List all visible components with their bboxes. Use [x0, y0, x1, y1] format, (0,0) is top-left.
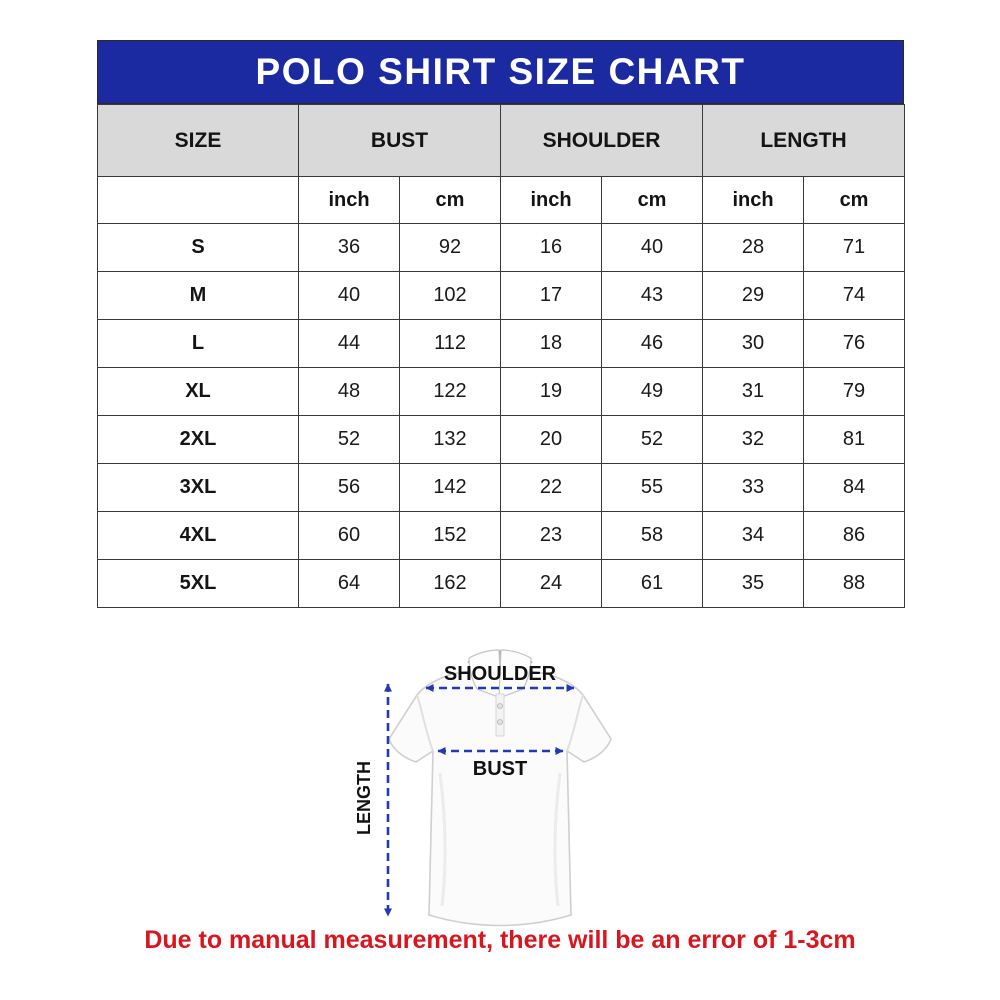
measurement-value: 71: [804, 224, 905, 272]
measurement-value: 22: [501, 464, 602, 512]
measurement-value: 152: [400, 512, 501, 560]
measurement-value: 86: [804, 512, 905, 560]
measurement-value: 132: [400, 416, 501, 464]
measurement-value: 55: [602, 464, 703, 512]
measurement-value: 36: [299, 224, 400, 272]
measurement-value: 79: [804, 368, 905, 416]
column-header-length: LENGTH: [703, 105, 905, 177]
measurement-value: 17: [501, 272, 602, 320]
table-group-header-row: [98, 105, 905, 177]
measurement-value: 56: [299, 464, 400, 512]
table-row: [98, 272, 905, 320]
polo-shirt-illustration: [389, 650, 611, 926]
table-row: [98, 416, 905, 464]
shoulder-label: SHOULDER: [443, 663, 557, 685]
column-header-size: SIZE: [98, 105, 299, 177]
size-table: [97, 104, 905, 608]
size-chart: [97, 40, 904, 608]
measurement-value: 61: [602, 560, 703, 608]
size-value: 3XL: [98, 464, 299, 512]
button-placket: [496, 694, 504, 736]
measurement-value: 46: [602, 320, 703, 368]
measurement-value: 28: [703, 224, 804, 272]
size-table-body: [98, 224, 905, 608]
measurement-value: 102: [400, 272, 501, 320]
measurement-value: 31: [703, 368, 804, 416]
measurement-value: 40: [299, 272, 400, 320]
measurement-value: 18: [501, 320, 602, 368]
length-label: LENGTH: [354, 761, 374, 835]
size-value: XL: [98, 368, 299, 416]
measurement-value: 20: [501, 416, 602, 464]
unit-header: cm: [400, 177, 501, 224]
page-title: [97, 40, 904, 104]
unit-header: inch: [703, 177, 804, 224]
measurement-value: 60: [299, 512, 400, 560]
measurement-value: 24: [501, 560, 602, 608]
measurement-value: 16: [501, 224, 602, 272]
size-value: M: [98, 272, 299, 320]
measurement-value: 34: [703, 512, 804, 560]
measurement-value: 112: [400, 320, 501, 368]
measurement-value: 76: [804, 320, 905, 368]
measurement-value: 162: [400, 560, 501, 608]
measurement-value: 52: [602, 416, 703, 464]
table-row: [98, 464, 905, 512]
measurement-value: 30: [703, 320, 804, 368]
polo-shirt-diagram: [330, 638, 670, 938]
measurement-value: 40: [602, 224, 703, 272]
measurement-value: 74: [804, 272, 905, 320]
table-row: [98, 224, 905, 272]
measurement-value: 88: [804, 560, 905, 608]
measurement-value: 35: [703, 560, 804, 608]
table-row: [98, 368, 905, 416]
size-value: 2XL: [98, 416, 299, 464]
table-unit-header-row: [98, 177, 905, 224]
measurement-value: 81: [804, 416, 905, 464]
unit-header-empty: [98, 177, 299, 224]
measurement-value: 142: [400, 464, 501, 512]
measurement-value: 32: [703, 416, 804, 464]
size-value: S: [98, 224, 299, 272]
size-value: 4XL: [98, 512, 299, 560]
measurement-value: 52: [299, 416, 400, 464]
measurement-value: 58: [602, 512, 703, 560]
measurement-value: 33: [703, 464, 804, 512]
table-row: [98, 512, 905, 560]
measurement-value: 49: [602, 368, 703, 416]
button: [498, 720, 503, 725]
measurement-value: 29: [703, 272, 804, 320]
unit-header: cm: [804, 177, 905, 224]
page-title-text: POLO SHIRT SIZE CHART: [255, 51, 746, 92]
size-value: 5XL: [98, 560, 299, 608]
button: [498, 704, 503, 709]
column-header-bust: BUST: [299, 105, 501, 177]
measurement-value: 48: [299, 368, 400, 416]
measurement-value: 44: [299, 320, 400, 368]
unit-header: cm: [602, 177, 703, 224]
measurement-value: 23: [501, 512, 602, 560]
measurement-value: 84: [804, 464, 905, 512]
table-row: [98, 320, 905, 368]
unit-header: inch: [501, 177, 602, 224]
measurement-value: 122: [400, 368, 501, 416]
measurement-value: 64: [299, 560, 400, 608]
size-value: L: [98, 320, 299, 368]
bust-label: BUST: [472, 758, 528, 780]
measurement-value: 19: [501, 368, 602, 416]
column-header-shoulder: SHOULDER: [501, 105, 703, 177]
measurement-value: 43: [602, 272, 703, 320]
measurement-value: 92: [400, 224, 501, 272]
unit-header: inch: [299, 177, 400, 224]
measurement-error-note: Due to manual measurement, there will be an error of 1-3cm: [144, 926, 856, 954]
table-row: [98, 560, 905, 608]
